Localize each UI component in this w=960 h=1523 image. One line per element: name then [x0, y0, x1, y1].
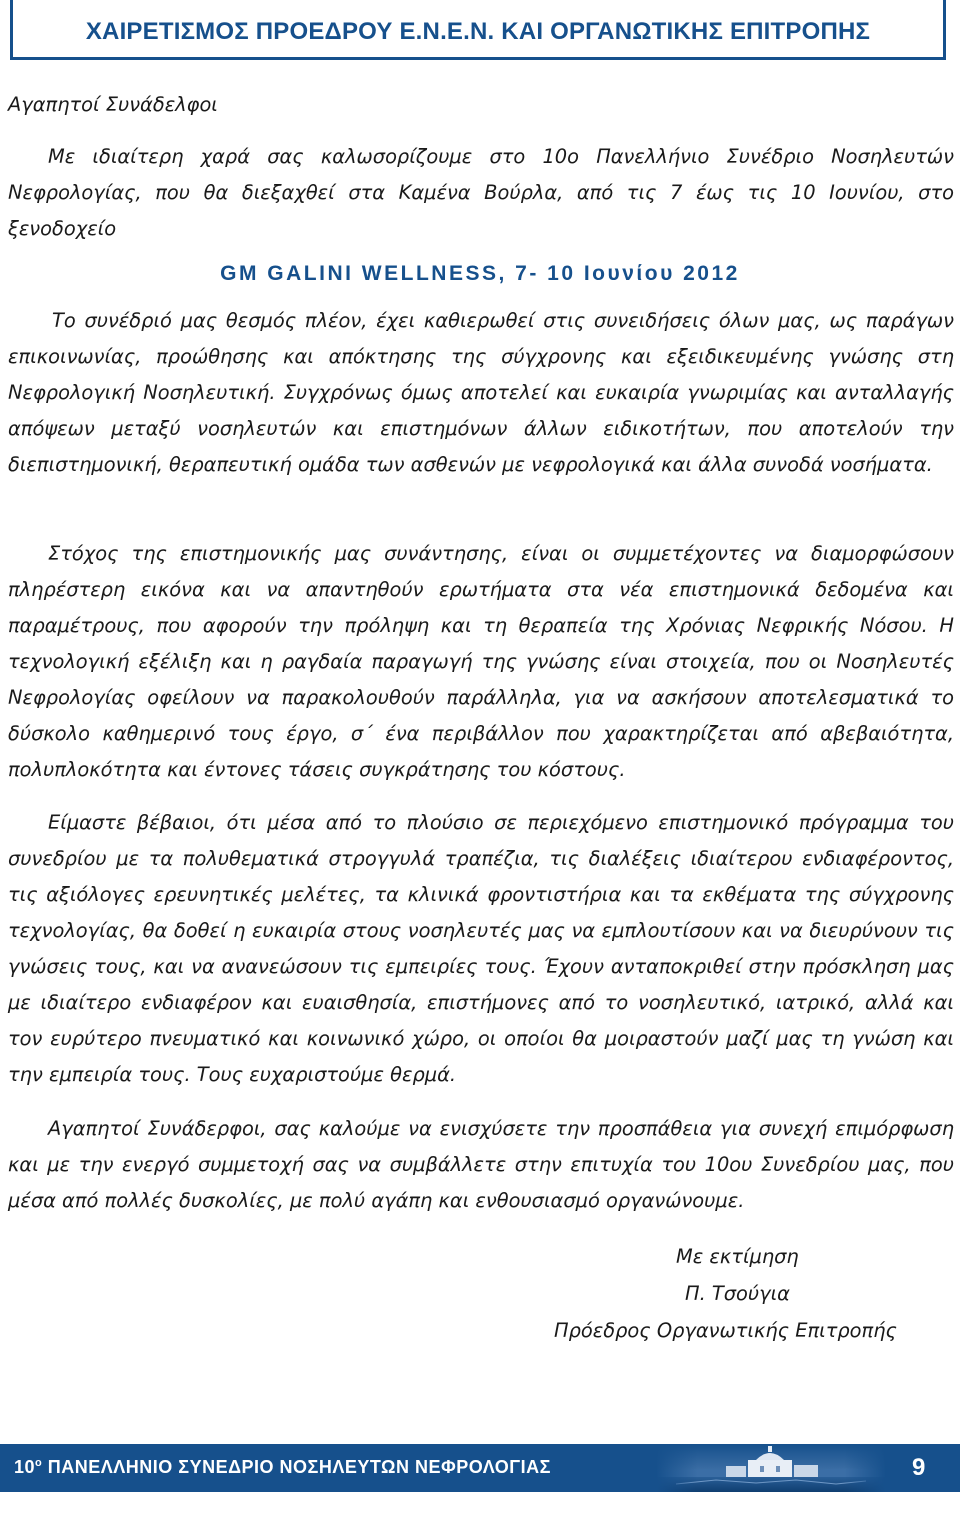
greeting: Αγαπητοί Συνάδελφοι: [8, 93, 218, 116]
header-box: [10, 0, 946, 60]
signature-name: Π. Τσούγια: [685, 1282, 790, 1305]
intro-paragraph: Με ιδιαίτερη χαρά σας καλωσορίζουμε στο 10ο Πανελλήνιο Συνέδριο Νοσηλευτών Νεφρολογίας, που θα διεξαχθεί στα Καμένα Βούρλα, από τις 7 έως τις 10 Ιουνίου, στο ξενοδοχείο: [8, 145, 954, 240]
footer-photo: [656, 1444, 886, 1492]
hotel-and-dates: GM GALINI WELLNESS, 7- 10 Ιουνίου 2012: [220, 262, 740, 285]
page-title: ΧΑΙΡΕΤΙΣΜΟΣ ΠΡΟΕΔΡΟΥ Ε.Ν.Ε.Ν. ΚΑΙ ΟΡΓΑΝΩΤΙΚΗΣ ΕΠΙΤΡΟΠΗΣ: [85, 18, 871, 45]
footer-bar: [0, 1444, 960, 1492]
signature-closing: Με εκτίμηση: [676, 1245, 799, 1268]
signature-role: Πρόεδρος Οργανωτικής Επιτροπής: [554, 1319, 897, 1342]
seaside-church-image: [656, 1444, 886, 1492]
page-number: 9: [912, 1454, 926, 1481]
paragraph-1: Το συνέδριό μας θεσμός πλέον, έχει καθιερωθεί στις συνειδήσεις όλων μας, ως παράγων επικοινωνίας, προώθησης και απόκτησης της σύγχρονης και εξειδικευμένης γνώσης στη Νεφρολογική Νοσηλευτική. Συγχρόνως όμως αποτελεί και ευκαιρία γνωριμίας και ανταλλαγής απόψεων μεταξύ νοσηλευτών και επιστημόνων άλλων ειδικοτήτων, που αποτελούν την διεπιστημονική, θεραπευτική ομάδα των ασθενών με νεφρολογικά και άλλα συνοδά νοσήματα.: [8, 309, 954, 476]
footer-number: 10: [14, 1457, 36, 1477]
footer-title: [14, 1457, 551, 1478]
paragraph-4: Αγαπητοί Συνάδερφοι, σας καλούμε να ενισχύσετε την προσπάθεια για συνεχή επιμόρφωση και με την ενεργό συμμετοχή σας να συμβάλλετε στην επιτυχία του 10ου Συνεδρίου μας, που μέσα από πολλές δυσκολίες, με πολύ αγάπη και ενθουσιασμό οργανώνουμε.: [8, 1117, 954, 1212]
footer-superscript: ο: [35, 1457, 43, 1469]
footer-title-text: ΠΑΝΕΛΛΗΝΙΟ ΣΥΝΕΔΡΙΟ ΝΟΣΗΛΕΥΤΩΝ ΝΕΦΡΟΛΟΓΙΑΣ: [42, 1457, 551, 1477]
paragraph-2: Στόχος της επιστημονικής μας συνάντησης, είναι οι συμμετέχοντες να διαμορφώσουν πληρέστερη εικόνα και να απαντηθούν ερωτήματα στα νέα επιστημονικά δεδομένα και παραμέτρους, που αφορούν την πρόληψη και τη θεραπεία της Χρόνιας Νεφρικής Νόσου. Η τεχνολογική εξέλιξη και η ραγδαία παραγωγή της γνώσης είναι στοιχεία, που οι Νοσηλευτές Νεφρολογίας οφείλουν να παρακολουθούν παράλληλα, για να ασκήσουν αποτελεσματικά το δύσκολο καθημερινό τους έργο, σ΄ ένα περιβάλλον που χαρακτηρίζεται από αβεβαιότητα, πολυπλοκότητα και έντονες τάσεις συγκράτησης του κόστους.: [8, 542, 954, 781]
paragraph-3: Είμαστε βέβαιοι, ότι μέσα από το πλούσιο σε περιεχόμενο επιστημονικό πρόγραμμα του συνεδρίου με τα πολυθεματικά στρογγυλά τραπέζια, τις διαλέξεις ιδιαίτερου ενδιαφέροντος, τις αξιόλογες ερευνητικές μελέτες, τα κλινικά φροντιστήρια και τα εκθέματα της σύγχρονης τεχνολογίας, θα δοθεί η ευκαιρία στους νοσηλευτές μας να εμπλουτίσουν και να διευρύνουν τις γνώσεις τους, και να ανανεώσουν τις εμπειρίες τους. Έχουν ανταποκριθεί στην πρόσκληση μας με ιδιαίτερο ενδιαφέρον και ευαισθησία, επιστήμονες από το νοσηλευτικό, ιατρικό, αλλά και τον ευρύτερο πνευματικό και κοινωνικό χώρο, οι οποίοι θα μοιραστούν μαζί μας τη γνώση και την εμπειρία τους. Τους ευχαριστούμε θερμά.: [8, 811, 954, 1086]
